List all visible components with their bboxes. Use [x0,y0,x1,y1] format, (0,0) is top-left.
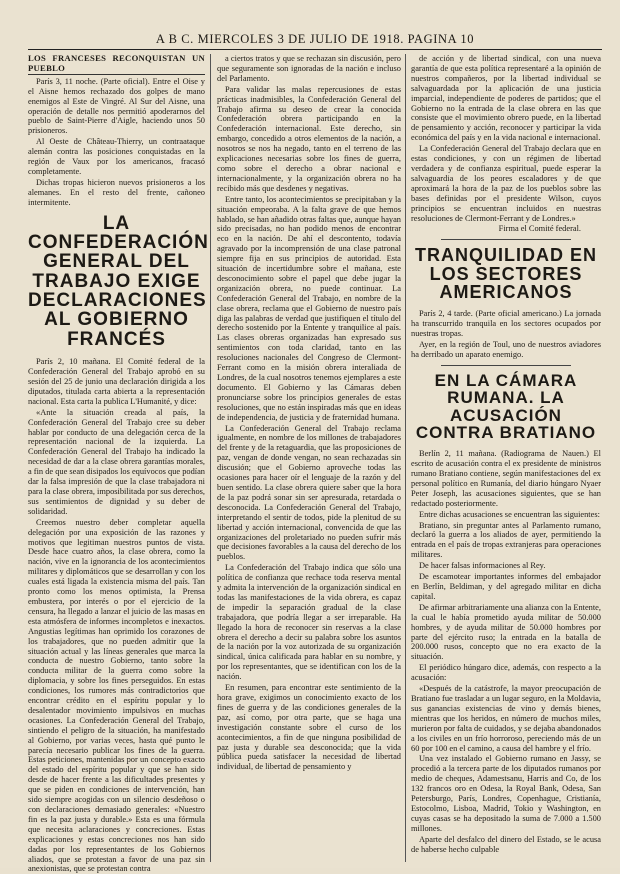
paragraph: El periódico húngaro dice, además, con respecto a la acusación: [411,663,601,683]
paragraph: Entre tanto, los acontecimientos se precipitaban y la situación empeoraba. A la falta grave de que hemos hablado, se han añadido otras faltas que, aunque hayan sido precisadas, no han podido menos de encontrar eco en la nación. De ahí el descontento, todavía agravado por la incomprensión de una clase patronal siempre fija en sus principios de autoridad. Esta situación de incertidumbre sobre el mañana, este desconocimiento sobre el papel que debe jugar la organización obrera, no puede continuar. La Confederación General del Trabajo, en nombre de la clase obrera, reclama que el Gobierno de nuestro país diga las palabras de verdad que justifiquen el título del derecho sostenido por la Entente y tranquilice al país. Las clases obreras organizadas han expresado sus sentimientos con toda claridad, tanto en las resoluciones nacionales del Congreso de Clermont-Ferrant como en la misión obrera interaliada de Londres, de la cual nosotros tenemos ejemplares a este documento. El Gobierno y las Cámaras deben pronunciarse sobre los principios generales de estas resoluciones, que no están inspiradas más que en ideas de independencia, de justicia y de fraternidad humana. [217,194,401,422]
headline: EN LA CÁMARA RUMANA. LA ACUSACIÓN CONTRA BRATIANO [415,370,597,442]
paragraph: Bratiano, sin preguntar antes al Parlamento rumano, declaró la guerra a los aliados de ayer, permitiendo la entrada en el país de tropas extranjeras para operaciones militares. [411,520,601,560]
paragraph: Aparte del desfalco del dinero del Estado, se le acusa de haberse hecho culpable [411,834,601,854]
paragraph: París 2, 10 mañana. El Comité federal de la Confederación General del Trabajo aprobó en su sesión del 25 de junio una declaración dirigida a los diputados, titulada carta abierta a la representación nacional. Esta carta la publica L'Humanité, y dice: [28,357,205,406]
divider [441,365,571,366]
section-title: LOS FRANCESES RECONQUISTAN UN PUEBLO [28,53,205,73]
header-rule [28,49,602,50]
headline: TRANQUILIDAD EN LOS SECTORES AMERICANOS [415,245,597,303]
paragraph: De hacer falsas informaciones al Rey. [419,561,546,571]
signature-line: Firma el Comité federal. [498,224,581,234]
divider [441,239,571,240]
column-3 [411,54,601,862]
paragraph: París 3, 11 noche. (Parte oficial). Entre el Oise y el Aisne hemos rechazado dos golpes de mano enemigos al Este de Vingré. Al Sur del Aisne, una operación de detalle nos permitió apoderarnos del pueblo de Saint-Pierre d'Aigle, haciendo unos 50 prisioneros. [28,76,205,136]
paragraph: «Ante la situación creada al país, la Confederación General del Trabajo cree su deber hablar por conducto de una delegación cerca de la representación nacional de la izquierda. La Confederación General del Trabajo ha indicado la necesidad de dar a la clase obrera garantías morales, a fin de que sean disipados los equívocos que podían dar la falsa impresión de que la clase trabajadora ni para la clase obrera, imposibilitada por sus derechos, sus sentimientos de dignidad y su deber de solidaridad. [28,407,205,516]
paragraph: a ciertos tratos y que se rechazan sin discusión, pero que seguramente son ignoradas de la nación e incluso del Parlamento. [217,54,401,83]
paragraph: Al Oeste de Château-Thierry, un contraataque alemán contra las posiciones conquistadas en la región de Vaux por los americanos, fracasó completamente. [28,137,205,176]
paragraph: De escamotear importantes informes del embajador en Berlín, Beldiman, y del agregado militar en dicha capital. [411,572,601,601]
column-2 [217,54,401,862]
paragraph: En resumen, para encontrar este sentimiento de la hora grave, exigimos un conocimiento exacto de los fines de guerra y de las condiciones generales de la paz, así como, por otra parte, que se haga una investigación constante sobre el curso de los acontecimientos, a fin de que ninguna posibilidad de paz justa y durable sea desconocida; que la vida pública pueda satisfacer la necesidad de libertad individual, de libertad de pensamiento y [217,683,401,772]
paragraph: Entre dichas acusaciones se encuentran las siguientes: [419,509,600,519]
paragraph: «Después de la catástrofe, la mayor preocupación de Bratiano fue trasladar a un lugar seguro, en la Moldavia, sus ganancias existencias de vino y demás bienes, mientras que los heridos, en número de muchos miles, murieron por falta de cuidados, y se dejaba abandonados a los civiles en un frío horroroso, pereciendo más de un 60 por 100 en el camino, a causa del hambre y el frío. [411,684,601,753]
headline: LA CONFEDERACIÓN GENERAL DEL TRABAJO EXIGE DECLARACIONES AL GOBIERNO FRANCÉS [28,212,209,350]
paragraph: La Confederación General del Trabajo declara que en estas condiciones, y con un régimen de libertad verdadera y de confianza espiritual, puede esperar la salvaguardia de los peores escaladores y de que aproximará la hora de la paz de los pueblos sobre las bases definidas por el presidente Wilson, cuyos principios se encuentran incluidos en nuestras resoluciones de Clermont-Ferrant y de Londres.» [411,144,601,223]
column-divider [405,54,406,862]
paragraph: Una vez instalado el Gobierno rumano en Jassy, se procedió a la tercera parte de los diputados rumanos por medio de cheques, Adamestsanu, Harris and Co, de los 132 francos oro en Odesa, la Royal Bank, Odesa, San Petersburgo, París, Londres, Copenhague, Cristianía, Estocolmo, Lisboa, Madrid, Tokio y Washington, en cuyas casas se ha depositado la suma de 7.000 a 1.500 millones. [411,754,601,833]
paragraph: Creemos nuestro deber completar aquella delegación por una exposición de las razones y motivos que legitiman nuestros puntos de vista. Desde hace cuatro años, la clase obrera, como la nación, vive en la ignorancia de los acontecimientos militares y diplomáticos que se desarrollan y con los cuales está ligada la existencia misma del país. Tan pronto como los menos optimista, la Prensa embustera, por interés o por el ejercicio de la censura, ha llegado a lanzar el juicio de las masas en esta atmósfera de informes incompletos e inexactos. Angustias legítimas han oprimido los corazones de los trabajadores, que no pueden admitir que la situación actual y las líneas generales que marca la conducta de nuestro Gobierno, tanto sobre la conducta militar de la guerra como sobre la diplomacia, y sobre los fines perseguidos. En estas condiciones, los rumores más contradictorios que encontrar crédito en el espíritu popular y lo desalentador movimiento impulsivos en muchas ocasiones. La Confederación General del Trabajo, sintiendo el peligro de la situación, ha manifestado al Gobierno, por varias veces, hasta qué punto le parecía necesario publicar los fines de la guerra. Estas peticiones, mantenidas por un concepto exacto del estado del espíritu popular y que se han sido desde de hacer frente a las dificultades presentes y que se piden en condiciones de intervención, han sido siempre acogidas con un silencio desdeñoso o con declaraciones demasiado generales: «Nuestro fin es la paz justa y durable.» Esta es una fórmula que necesita aclaraciones y concreciones. Estas explicaciones y estas concreciones nos han sido dadas por los representantes de los Gobiernos aliados, que se protestan a favor de una paz sin anexionistas, que se protestan contra [28,517,205,874]
paragraph: París 2, 4 tarde. (Parte oficial americano.) La jornada ha transcurrido tranquila en los sectores ocupados por nuestras tropas. [411,309,601,339]
paragraph: de acción y de libertad sindical, con una nueva garantía de que esta política representaré a la opinión de nuestros compañeros, por la libertad individual se salvaguardada por la aplicación de una justicia imparcial, independiente de poderes de partidos; que el Gobierno no la entrada de la clase obrera en las que consiste que el movimiento obrero puede, en la libertad de pensamiento y acción, reconocer y participar la vida económica del país y en la vida nacional e internacional. [411,54,601,143]
paragraph: Dichas tropas hicieron nuevos prisioneros a los alemanes. En el resto del frente, cañoneo intermitente. [28,177,205,207]
paragraph: Para validar las malas repercusiones de estas prácticas inadmisibles, la Confederación General del Trabajo afirma su deseo de crear la conocida Confederación obrera participando en la Confederación internacional. Este derecho, sin embargo, concedido a otros elementos de la nación, a nosotros se nos ha negado, tanto en el terreno de las explicaciones necesarias sobre los fines de guerra, como sobre el derecho a obrar nacional e internacionalmente, y la organización obrera no ha recibido más que desdenes y negativas. [217,84,401,193]
paragraph: La Confederación del Trabajo indica que sólo una política de confianza que rechace toda reserva mental y admita la intervención de la organización sindical en todas las manifestaciones de la vida obrera, es capaz de impedir la separación gradual de la clase trabajadora, que podría llegar a ser irreparable. Ha llegado la hora de reconocer sin reservas a la clase obrera el derecho a decir su palabra sobre los asuntos de la nación por la voz autorizada de su organización sindical, única calificada para hablar en su nombre, y por los representantes, que se identifican con los de la nación. [217,563,401,682]
page-header: A B C. MIERCOLES 3 DE JULIO DE 1918. PAGINA 10 [155,32,475,46]
paragraph: Ayer, en la región de Toul, uno de nuestros aviadores ha derribado un aparato enemigo. [411,340,601,360]
paragraph: Berlín 2, 11 mañana. (Radiograma de Nauen.) El escrito de acusación contra el ex presidente de ministros rumano Bratiano contiene, según manifestaciones del ex personal político en Rumanía, del diario húngaro Nyaer Peter Joseph, las acusaciones siguientes, que se han redactado posteriormente. [411,449,601,508]
column-divider [210,54,211,862]
column-1 [28,53,209,874]
paragraph: La Confederación General del Trabajo reclama igualmente, en nombre de los millones de trabajadores del frente y de la retaguardia, que las proposiciones de paz, vengan de donde vengan, no sean rechazadas sin discusión; que el Gobierno aproveche todas las ocasiones para hacer oír el lenguaje de la razón y del buen sentido. La clase obrera quiere saber que la hora de la paz podrá sonar sin ser apresurada, retardada o desconocida. La Confederación General del Trabajo, interpretando el sentir de todos, pide la plenitud de su libertad y acción internacional, convencida de que las organizaciones del proletariado no pueden sufrir más que decisiones favorables a la causa del derecho de los pueblos. [217,423,401,562]
paragraph: De afirmar arbitrariamente una alianza con la Entente, la cual le había prometido ayuda militar de 50.000 hombres, y de ayuda militar de 50.000 hombres por parte del ejército ruso; la entrada en la batalla de 200.000 rusos, concepto que no era exacto de la situación. [411,602,601,662]
